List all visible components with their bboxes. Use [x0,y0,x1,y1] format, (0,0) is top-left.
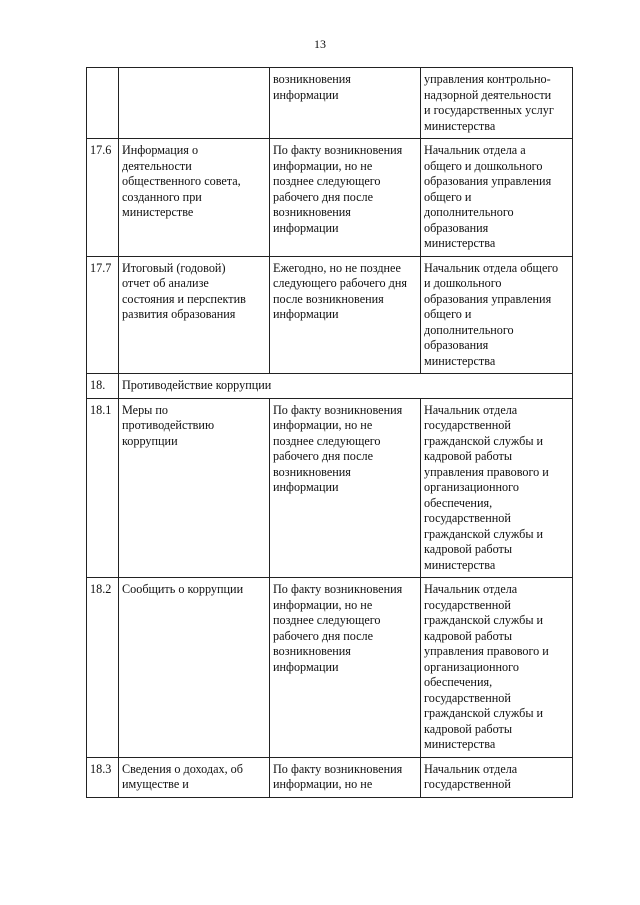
cell-text-line: государственной [424,777,511,791]
cell-text-line: состояния и перспектив [122,291,246,306]
table-row [87,256,573,374]
deadline-cell [270,139,421,257]
cell-text-line: государственной [424,418,511,432]
cell-text-line: управления правового и [424,644,549,658]
cell-text-line: общего и дошкольного [424,158,543,173]
responsibility-table [86,67,573,798]
responsible-cell [421,68,573,139]
cell-text-line: противодействию [122,418,215,432]
cell-text-line: после возникновения [273,291,384,306]
item-name-cell [119,757,270,797]
cell-text-line: государственной [424,511,511,525]
table-row [87,757,573,797]
cell-text-line: министерства [424,353,496,368]
cell-text-line: надзорной деятельности [424,87,552,102]
table-row [87,578,573,758]
deadline-cell [270,68,421,139]
cell-text-line: Сообщить о коррупции [122,582,244,596]
cell-text-line: образования [424,220,489,235]
cell-text-line: и государственных услуг [424,103,554,117]
cell-text-line: рабочего дня после [273,628,374,643]
row-number-cell: 18.3 [87,757,119,797]
responsible-cell [421,256,573,374]
cell-text-line: По факту возникновения [273,143,403,157]
row-number-cell [87,68,119,139]
responsible-cell [421,398,573,578]
responsible-cell [421,578,573,758]
item-name-cell [119,68,270,139]
cell-text-line: отчет об анализе [122,276,209,290]
cell-text-line: гражданской службы и [424,613,544,627]
cell-text-line: возникновения [273,644,351,658]
cell-text-line: Начальник отдела [424,402,518,417]
cell-text-line: информации, но не [273,418,373,432]
cell-text-line: Меры по [122,402,169,417]
cell-text-line: Сведения о доходах, об [122,761,243,776]
item-name-cell [119,139,270,257]
responsible-cell [421,139,573,257]
cell-text-line: Итоговый (годовой) [122,260,226,275]
cell-text-line: следующего рабочего дня [273,276,407,290]
cell-text-line: управления контрольно- [424,72,551,86]
cell-text-line: информации [273,87,339,102]
cell-text-line: образования [424,338,489,352]
table-row [87,68,573,139]
responsible-cell [421,757,573,797]
item-name-cell [119,578,270,758]
cell-text-line: возникновения [273,205,351,219]
cell-text-line: и дошкольного [424,276,502,290]
cell-text-line: позднее следующего [273,613,381,627]
cell-text-line: Ежегодно, но не позднее [273,260,401,275]
cell-text-line: общего и [424,189,472,204]
cell-text-line: кадровой работы [424,542,513,556]
cell-text-line: организационного [424,659,519,674]
cell-text-line: государственной [424,690,511,705]
cell-text-line: обеспечения, [424,495,493,510]
deadline-cell [270,256,421,374]
cell-text-line: управления правового и [424,464,549,479]
cell-text-line: государственной [424,597,511,612]
cell-text-line: министерстве [122,205,194,219]
cell-text-line: кадровой работы [424,449,513,463]
page-number: 13 [314,37,326,51]
cell-text-line: развития образования [122,307,236,321]
cell-text-line: образования управления [424,174,552,188]
cell-text-line: рабочего дня после [273,189,374,204]
cell-text-line: информации, но не [273,597,373,612]
cell-text-line: По факту возникновения [273,582,403,596]
row-number-cell: 17.6 [87,139,119,257]
table-row [87,398,573,578]
deadline-cell [270,757,421,797]
table-body [87,68,573,798]
cell-text-line: дополнительного [424,205,514,219]
cell-text-line: министерства [424,236,496,250]
item-name-cell [119,256,270,374]
cell-text-line: кадровой работы [424,721,513,736]
cell-text-line: возникновения [273,464,351,479]
cell-text-line: возникновения [273,72,351,86]
cell-text-line: деятельности [122,158,192,173]
cell-text-line: коррупции [122,433,178,448]
cell-text-line: общественного совета, [122,174,241,188]
cell-text-line: позднее следующего [273,174,381,188]
table-row [87,139,573,257]
cell-text-line: информации [273,220,339,235]
cell-text-line: информации [273,307,339,321]
cell-text-line: обеспечения, [424,675,493,689]
cell-text-line: По факту возникновения [273,761,403,776]
table-row [87,374,573,399]
cell-text-line: кадровой работы [424,628,513,643]
cell-text-line: министерства [424,737,496,751]
row-number-cell: 18.1 [87,398,119,578]
cell-text-line: информации [273,659,339,674]
cell-text-line: Начальник отдела а [424,143,526,157]
cell-text-line: Начальник отдела [424,582,518,596]
cell-text-line: информации [273,480,339,494]
item-name-cell [119,398,270,578]
cell-text-line: Начальник отдела [424,761,518,776]
cell-text-line: позднее следующего [273,433,381,448]
row-number-cell: 18. [87,374,119,399]
cell-text-line: общего и [424,307,472,321]
cell-text-line: имуществе и [122,777,189,791]
row-number-cell: 18.2 [87,578,119,758]
cell-text-line: министерства [424,557,496,572]
cell-text-line: образования управления [424,291,552,306]
cell-text-line: организационного [424,480,519,494]
cell-text-line: созданного при [122,189,202,204]
section-title-cell: Противодействие коррупции [119,374,573,399]
cell-text-line: гражданской службы и [424,706,544,720]
cell-text-line: министерства [424,118,496,133]
cell-text-line: гражданской службы и [424,433,544,448]
cell-text-line: Начальник отдела общего [424,260,559,275]
row-number-cell: 17.7 [87,256,119,374]
cell-text-line: информации, но не [273,158,373,173]
deadline-cell [270,578,421,758]
cell-text-line: По факту возникновения [273,402,403,417]
cell-text-line: Информация о [122,143,199,157]
cell-text-line: информации, но не [273,777,373,791]
cell-text-line: гражданской службы и [424,526,544,541]
cell-text-line: рабочего дня после [273,449,374,463]
deadline-cell [270,398,421,578]
cell-text-line: дополнительного [424,322,514,337]
